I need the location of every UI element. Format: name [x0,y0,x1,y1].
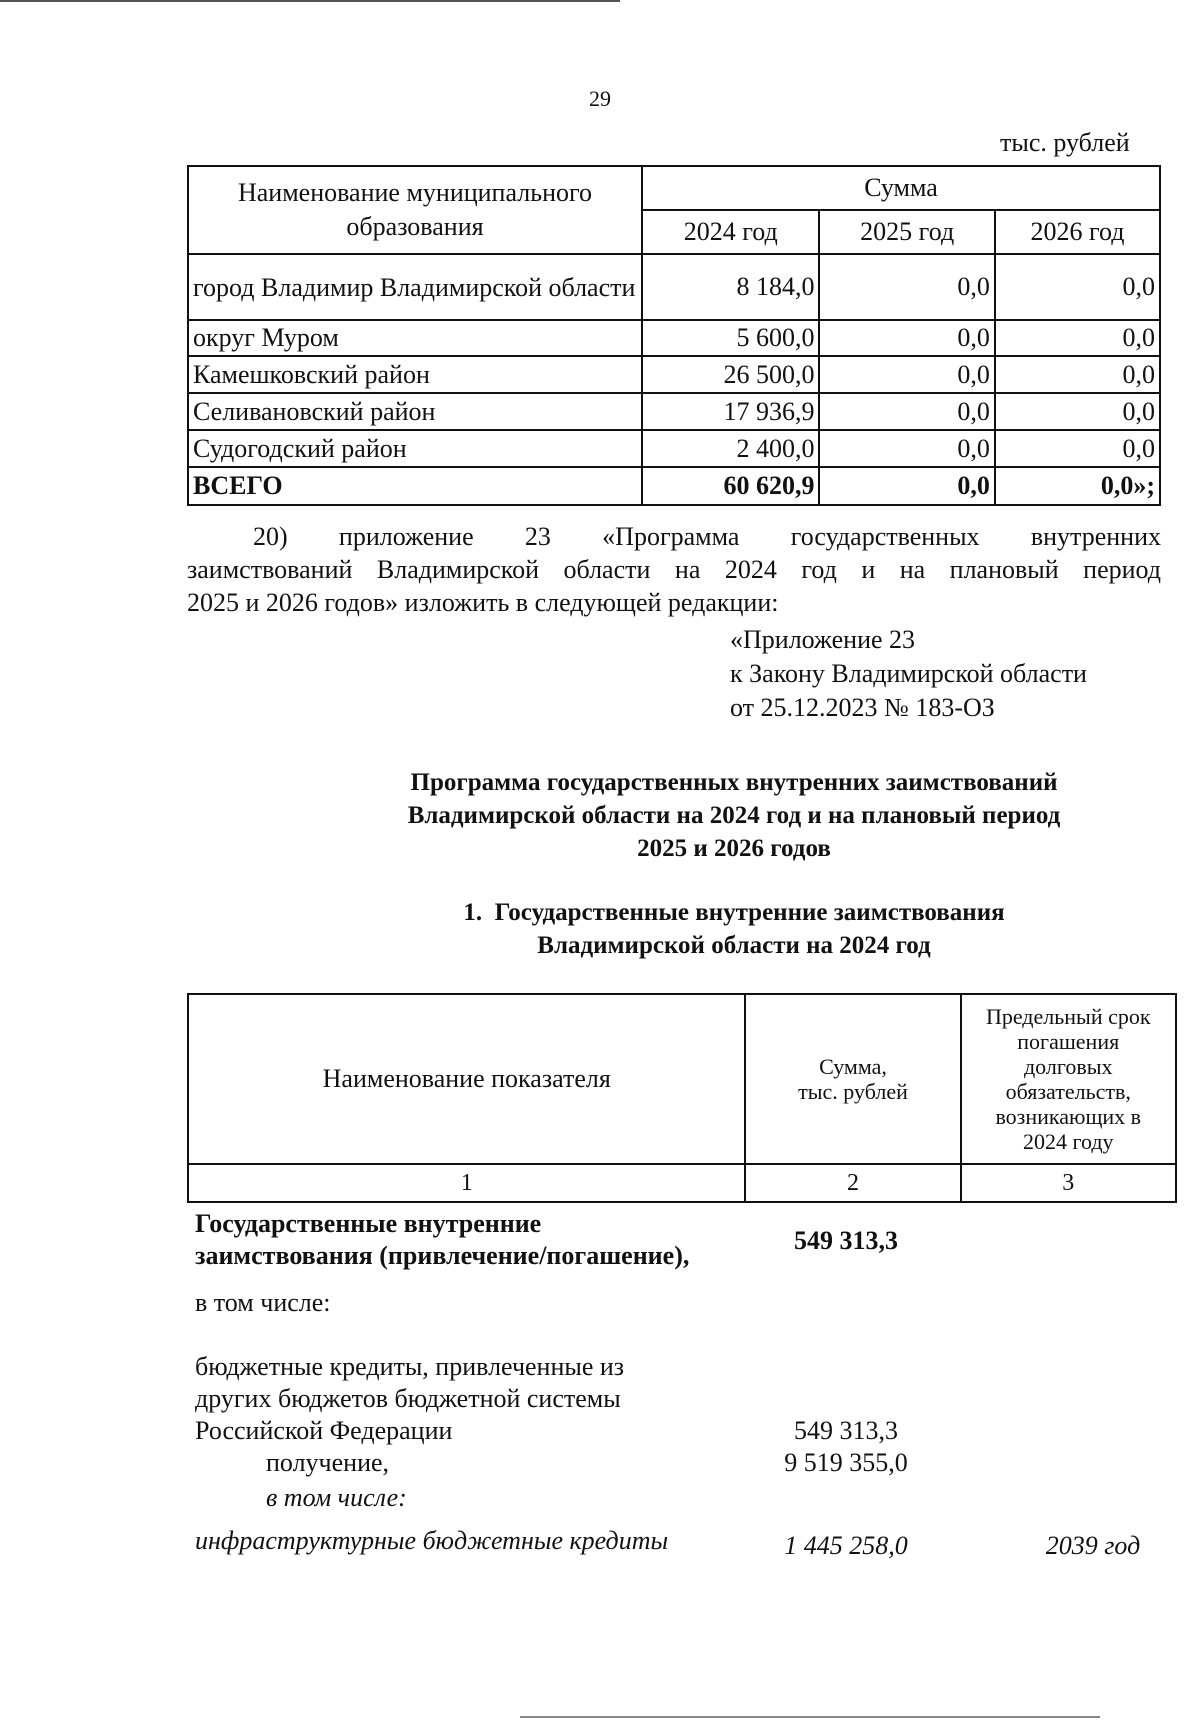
label-line: заимствования (привлечение/погашение), [195,1241,690,1270]
table-row [188,254,1160,320]
row-value-2024: 17 936,9 [642,393,819,430]
infra-term: 2039 год [1045,1531,1141,1560]
row-value-2026: 0,0 [995,430,1160,467]
table2-header-term [961,994,1176,1164]
section-title-line: Владимирской области на 2024 год [537,932,931,959]
appendix-reference [730,623,1087,725]
label-line: бюджетные кредиты, привлеченные из [195,1352,625,1381]
including-label: в том числе: [195,1288,331,1317]
header-line: долговых [1023,1054,1113,1079]
bottom-scan-line [520,1716,1100,1718]
table-row [188,320,1160,356]
row-value-2026: 0,0 [995,393,1160,430]
municipal-sums-table [187,165,1161,506]
table1-header-year: 2024 год [642,210,819,254]
row-value-2025: 0,0 [819,254,994,320]
table1-header-year: 2026 год [995,210,1160,254]
program-title-line: Программа государственных внутренних заимствований [410,769,1058,796]
table-row [188,430,1160,467]
program-title-line: 2025 и 2026 годов [637,835,831,862]
total-value-2025: 0,0 [819,467,994,505]
borrowings-table [187,993,1177,1203]
total-label: ВСЕГО [188,467,642,505]
header-line: тыс. рублей [798,1079,908,1104]
program-title-line: Владимирской области на 2024 год и на плановый период [407,802,1061,829]
table2-header-name: Наименование показателя [188,994,745,1164]
paragraph-line: заимствований Владимирской области на 2024 год и на плановый период [187,555,1161,584]
total-value-2026: 0,0»; [995,467,1160,505]
page-number: 29 [589,86,611,111]
row-name: Судогодский район [188,430,642,467]
appendix-line: «Приложение 23 [730,625,916,654]
header-line: обязательств, [1005,1079,1131,1104]
row-value-2024: 8 184,0 [642,254,819,320]
appendix-line: к Закону Владимирской области [730,659,1087,688]
credits-value: 549 313,3 [794,1416,898,1445]
label-line: Государственные внутренние [195,1209,542,1238]
row-value-2025: 0,0 [819,356,994,393]
program-title [187,766,1161,865]
section-title-line: 1. Государственные внутренние заимствования [463,899,1005,926]
row-value-2026: 0,0 [995,356,1160,393]
table1-header-sum: Сумма [642,166,1160,210]
header-line: погашения [1017,1029,1120,1054]
row-value-2025: 0,0 [819,430,994,467]
table1-header-name: Наименование муниципального образования [188,166,642,254]
paragraph-line: 20) приложение 23 «Программа государственных внутренних [253,522,1161,551]
main-value: 549 313,3 [794,1226,898,1255]
table2-header-sum [745,994,960,1164]
row-value-2026: 0,0 [995,254,1160,320]
infra-label: инфраструктурные бюджетные кредиты [195,1526,669,1555]
header-line: 2024 году [1022,1129,1114,1154]
amendment-paragraph [187,520,1161,619]
infra-value: 1 445 258,0 [784,1531,908,1560]
column-index: 2 [745,1164,960,1202]
row-value-2024: 2 400,0 [642,430,819,467]
header-line: Предельный срок [985,1004,1151,1029]
column-index: 3 [961,1164,1176,1202]
receipt-label: получение, [266,1448,390,1477]
top-scan-line [0,0,620,2]
label-line: Российской Федерации [195,1416,453,1445]
including-italic-label: в том числе: [266,1483,407,1512]
table-total-row [188,467,1160,505]
row-name: город Владимир Владимирской области [188,254,642,320]
row-value-2024: 5 600,0 [642,320,819,356]
label-line: других бюджетов бюджетной системы [195,1384,621,1413]
section-title [187,896,1161,962]
receipt-value: 9 519 355,0 [784,1448,908,1477]
header-line: Сумма, [819,1054,887,1079]
row-value-2025: 0,0 [819,393,994,430]
table1-header-year: 2025 год [819,210,994,254]
row-name: Камешковский район [188,356,642,393]
column-index: 1 [188,1164,745,1202]
row-name: округ Муром [188,320,642,356]
paragraph-line: 2025 и 2026 годов» изложить в следующей редакции: [187,588,779,617]
row-name: Селивановский район [188,393,642,430]
table1-units: тыс. рублей [1000,128,1130,157]
appendix-line: от 25.12.2023 № 183-ОЗ [730,693,995,722]
row-value-2026: 0,0 [995,320,1160,356]
row-value-2024: 26 500,0 [642,356,819,393]
table-row [188,393,1160,430]
main-label [195,1208,755,1272]
table-row [188,356,1160,393]
row-value-2025: 0,0 [819,320,994,356]
header-line: возникающих в [995,1104,1142,1129]
credits-label [195,1351,755,1447]
total-value-2024: 60 620,9 [642,467,819,505]
